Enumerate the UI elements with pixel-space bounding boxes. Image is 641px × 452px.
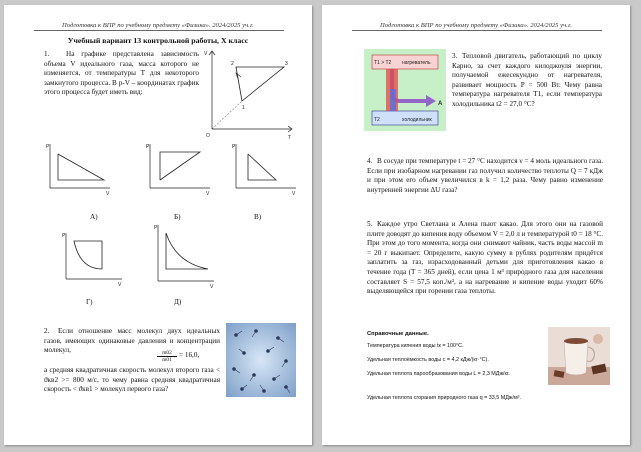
q4-number: 4. xyxy=(367,157,373,165)
opt-c-axis-v: V xyxy=(292,191,296,197)
carnot-t-bottom: T2 xyxy=(374,117,380,123)
opt-b-axis-v: V xyxy=(206,191,210,197)
option-a-label: A) xyxy=(90,213,98,221)
reference-heading: Справочные данные. xyxy=(367,331,429,337)
option-b-label: Б) xyxy=(174,213,181,221)
carnot-t-top: T1 > T2 xyxy=(374,60,392,66)
q2-line3-text: то чему равна средняя квадратичная скорость xyxy=(44,375,220,394)
q1-number: 1. xyxy=(44,50,50,58)
q1-option-a-graph xyxy=(46,142,111,197)
q2-ratio-value: = 16,0, xyxy=(179,351,200,359)
vt-point-3: 3 xyxy=(285,61,288,67)
page-header-right: Подготовка к ВПР по учебному предмету «Физика». 2024/2025 уч.г. xyxy=(380,22,572,29)
right-page xyxy=(322,5,630,445)
reference-item-1: Температура кипения воды tк = 100°С. xyxy=(367,343,464,349)
opt-a-axis-p: P xyxy=(46,144,50,150)
q1-main-vt-graph xyxy=(204,47,294,141)
q5-text: Каждое утро Светлана и Алена пьют какао. Для этого они на газовой плите доводят до кипения воду объемом V = 2,0 л и температурой t0 = 18 °С. При этом до того момента, когда они снимают чайник, часть воды массой m = 20 г выкипает. Определите, какую сумму в рублях родителям придётся заплатить за газ, израсходованный детьми для приготовления какао в течение года (T = 365 дней), если цена 1 м³ природного газа для населения составляет S = 57,5 коп./м³, а на нагревание и кипение воды уходит 60% выделяющейся при горении газа теплоты. xyxy=(367,220,603,296)
vt-axis-v: V xyxy=(204,51,208,57)
vt-point-2: 2 xyxy=(231,61,234,67)
reference-item-4: Удельная теплота сгорания природного газа q = 33,5 МДж/м³. xyxy=(367,395,521,401)
carnot-cooler-label: холодильник xyxy=(402,117,432,123)
option-d-label: Г) xyxy=(86,298,93,306)
opt-d-axis-p: P xyxy=(62,233,66,239)
q1-text: На графике представлена зависимость объема V идеального газа, масса которого не изменяется, от температуры Т для некоторого замкнутого процесса. В p-V – координатах график этого процесса будет иметь вид: xyxy=(44,50,199,97)
opt-b-axis-p: P xyxy=(146,144,150,150)
q1-option-b-graph xyxy=(146,142,211,197)
q4-text: В сосуде при температуре t = 27 °С находится ν = 4 моль идеального газа. Если при изобарном нагревании газ получил количество теплоты Q = 7 кДж и при этом его объем увеличился в k = 1,2 раза. Чему равно изменение внутренней энергии ΔU газа? xyxy=(367,157,603,194)
opt-d-axis-v: V xyxy=(118,282,122,288)
q1-option-d-graph xyxy=(62,231,124,288)
q2-ratio-num: m02 xyxy=(157,350,177,357)
vt-origin: O xyxy=(206,133,210,139)
q2-line2-text: а средняя квадратичная скорость молекул второго газа xyxy=(44,366,214,374)
header-divider xyxy=(352,30,602,31)
option-c-label: В) xyxy=(254,213,262,221)
cocoa-picture xyxy=(548,327,610,385)
q5-number: 5. xyxy=(367,220,373,228)
q2-line4-text: молекул первого газа? xyxy=(100,385,169,394)
opt-e-axis-p: P xyxy=(154,225,158,231)
molecules-picture xyxy=(226,323,296,397)
page-header-left: Подготовка к ВПР по учебному предмету «Физика». 2024/2025 уч.г. xyxy=(62,22,254,29)
left-page xyxy=(4,5,312,445)
q2-line1: Если отношение масс молекул двух идеальных газов, имеющих одинаковые давления и концентрации молекул, xyxy=(44,327,220,355)
q2-speed-expr: < ϑкв2 >= 800 м/с, xyxy=(44,366,221,384)
q2-ratio-den: m01 xyxy=(162,357,172,363)
opt-a-axis-v: V xyxy=(106,191,110,197)
vt-point-1: 1 xyxy=(242,105,245,111)
option-e-label: Д) xyxy=(174,298,182,306)
reference-item-2: Удельная теплоёмкость воды c = 4,2 кДж/(кг·°С). xyxy=(367,357,489,363)
reference-item-3: Удельная теплота парообразования воды L = 2,3 МДж/кг. xyxy=(367,371,510,377)
worksheet-title: Учебный вариант 13 контрольной работы, Х класс xyxy=(67,36,249,45)
carnot-engine-diagram xyxy=(364,49,446,131)
q1-option-c-graph xyxy=(232,142,297,197)
q3-text: Тепловой двигатель, работающий по циклу Карно, за счет каждого килоджоуля энергии, получаемой ежесекундно от нагревателя, развивает мощность P = 500 Вт. Чему равна температура нагревателя T1, если температура холодильника t2 = 27,0 °С? xyxy=(452,52,602,108)
carnot-work-label: A xyxy=(438,101,443,107)
q2-ratio xyxy=(157,350,177,363)
carnot-heater-label: нагреватель xyxy=(402,60,431,66)
q2-line2 xyxy=(44,366,220,395)
header-divider xyxy=(34,30,284,31)
opt-e-axis-v: V xyxy=(210,284,214,290)
q1-option-e-graph xyxy=(154,223,216,290)
vt-axis-t: T xyxy=(288,135,292,141)
q2-speed-expr2: < ϑкв1 > xyxy=(72,385,99,394)
opt-c-axis-p: P xyxy=(232,144,236,150)
q2-number: 2. xyxy=(44,327,50,335)
q3-number: 3. xyxy=(452,52,458,60)
